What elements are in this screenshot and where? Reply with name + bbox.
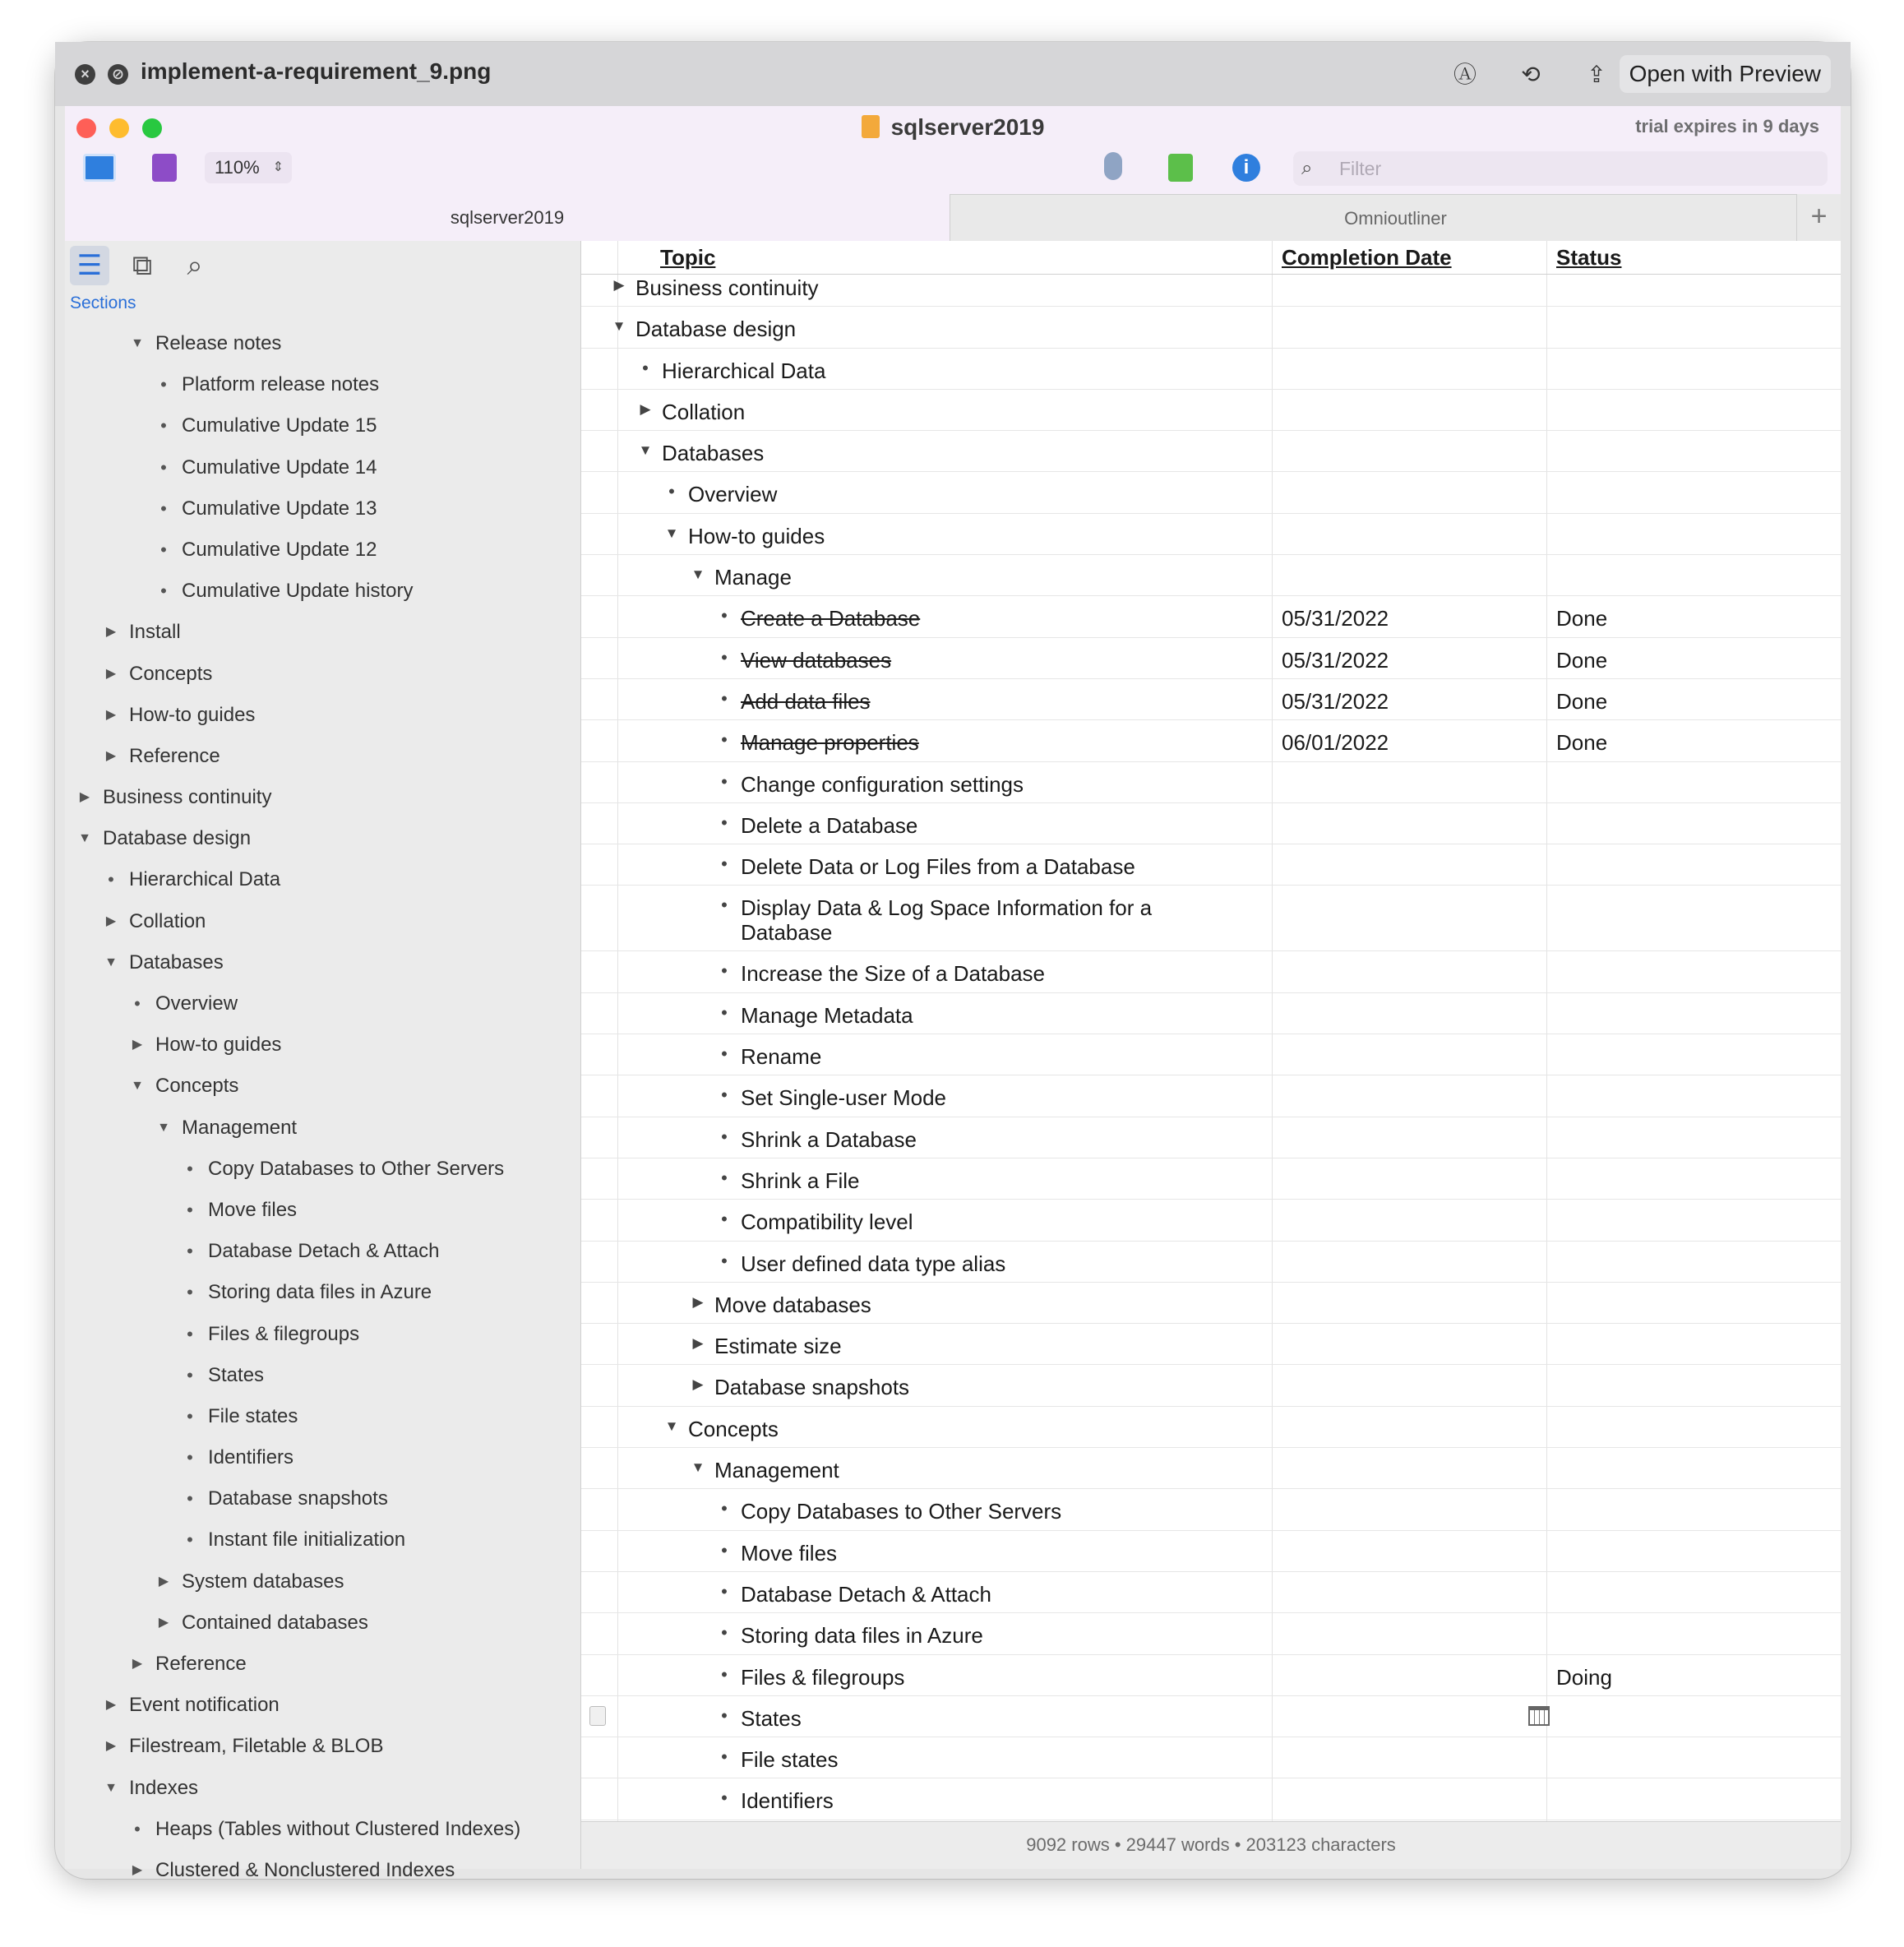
outline-row[interactable] (581, 844, 1841, 886)
topic-cell[interactable]: States (741, 1705, 802, 1731)
topic-cell[interactable]: Delete Data or Log Files from a Database (741, 854, 1135, 880)
disclosure-collapsed-icon[interactable]: ▶ (132, 1657, 143, 1671)
filter-search-field[interactable] (1293, 151, 1828, 186)
topic-cell[interactable]: Rename (741, 1044, 822, 1070)
topic-cell[interactable]: Hierarchical Data (662, 358, 826, 383)
disclosure-collapsed-icon[interactable]: ▶ (105, 625, 117, 640)
bullet-icon: • (160, 539, 167, 560)
header-divider (581, 274, 1841, 275)
bullet-icon: • (642, 357, 649, 378)
disclosure-expanded-icon[interactable]: ▼ (131, 1079, 144, 1094)
sidebar-item-label: Business continuity (103, 786, 272, 809)
zoom-popup[interactable] (205, 152, 292, 183)
sidebar-item[interactable] (65, 1478, 580, 1519)
bullet-icon: • (721, 1001, 728, 1023)
sidebar-item-label: Management (182, 1116, 298, 1139)
tab-omnioutliner[interactable] (950, 194, 1841, 241)
sidebar-item[interactable] (65, 1272, 580, 1313)
topic-cell[interactable]: Copy Databases to Other Servers (741, 1499, 1062, 1524)
sidebar-item[interactable] (65, 405, 580, 446)
completion-date-cell[interactable]: 05/31/2022 (1282, 647, 1389, 673)
topic-cell[interactable]: Business continuity (635, 275, 819, 300)
disclosure-collapsed-icon[interactable]: ▶ (105, 1698, 117, 1713)
topic-cell[interactable]: Delete a Database (741, 812, 918, 838)
sidebar-item[interactable] (65, 901, 580, 942)
status-cell[interactable]: Done (1556, 647, 1608, 673)
sidebar-item-label: Contained databases (182, 1611, 368, 1634)
sidebar-item-label: Filestream, Filetable & BLOB (129, 1735, 384, 1758)
sidebar-item[interactable] (65, 1561, 580, 1602)
row-handle[interactable] (589, 1706, 606, 1726)
outline-row[interactable] (581, 1489, 1841, 1530)
sidebar-item[interactable] (65, 983, 580, 1024)
chevron-updown-icon: ⇕ (272, 160, 284, 174)
document-icon (862, 115, 880, 138)
sidebar-item[interactable] (65, 859, 580, 900)
outline-row[interactable] (581, 1448, 1841, 1489)
sidebar-item[interactable] (65, 1396, 580, 1437)
topic-cell[interactable]: Manage properties (741, 730, 919, 756)
bullet-icon: • (721, 646, 728, 668)
sidebar-item[interactable] (65, 364, 580, 405)
filter-placeholder: Filter (1339, 158, 1382, 179)
sidebar-item[interactable] (65, 1355, 580, 1396)
sidebar-item-label: States (208, 1363, 265, 1386)
sidebar-item[interactable] (65, 695, 580, 736)
sidebar-item-label: Move files (208, 1198, 298, 1221)
outline-row[interactable] (581, 514, 1841, 555)
topic-cell[interactable]: Move databases (714, 1292, 871, 1317)
open-with-preview-button[interactable]: Open with Preview (1620, 55, 1831, 93)
sidebar-item[interactable] (65, 818, 580, 859)
bullet-icon: • (187, 1282, 193, 1303)
document-tabs (65, 194, 1841, 241)
sidebar-item[interactable] (65, 1519, 580, 1561)
outline-row[interactable] (581, 1324, 1841, 1365)
disclosure-collapsed-icon[interactable]: ▶ (105, 748, 117, 763)
sidebar-item-label: System databases (182, 1570, 344, 1593)
sidebar-item-label: Indexes (129, 1776, 199, 1799)
sidebar-item-label: Cumulative Update history (182, 580, 414, 603)
sidebar-item[interactable] (65, 488, 580, 530)
sidebar-item-label: Storing data files in Azure (208, 1281, 432, 1304)
outline-row[interactable] (581, 1158, 1841, 1200)
sidebar-item-label: Release notes (155, 332, 282, 354)
new-tab-button[interactable]: + (1796, 194, 1841, 241)
topic-cell[interactable]: Estimate size (714, 1334, 842, 1359)
column-header-topic[interactable]: Topic (660, 245, 716, 270)
bullet-icon: • (721, 960, 728, 982)
outline-row[interactable] (581, 596, 1841, 637)
sidebar-item[interactable] (65, 1644, 580, 1685)
sidebar-item-label: Reference (129, 744, 220, 767)
disclosure-collapsed-icon[interactable]: ▶ (105, 913, 117, 928)
disclosure-expanded-icon[interactable]: ▼ (131, 336, 144, 350)
sidebar-item[interactable] (65, 1726, 580, 1767)
share-icon[interactable]: ⇪ (1587, 62, 1606, 87)
completion-date-cell[interactable]: 05/31/2022 (1282, 688, 1389, 714)
outline-row[interactable] (581, 1655, 1841, 1696)
disclosure-collapsed-icon[interactable]: ▶ (692, 1335, 704, 1352)
topic-cell[interactable]: Move files (741, 1540, 838, 1565)
disclosure-expanded-icon[interactable]: ▼ (78, 831, 91, 846)
bullet-icon: • (187, 1447, 193, 1468)
sidebar-item-label: Concepts (129, 662, 213, 685)
microphone-icon[interactable] (1104, 152, 1122, 180)
outline-row[interactable] (581, 1572, 1841, 1613)
disclosure-collapsed-icon[interactable]: ▶ (79, 790, 90, 805)
topic-cell[interactable]: Manage (714, 565, 792, 590)
sidebar-item-label: Database snapshots (208, 1487, 388, 1510)
sections-icon[interactable]: ☰ (70, 246, 109, 285)
topic-cell[interactable]: Manage Metadata (741, 1002, 913, 1028)
styles-icon[interactable]: ⧉ (132, 250, 153, 281)
sidebar-item[interactable] (65, 1190, 580, 1231)
outline-view (581, 241, 1841, 1821)
topic-cell[interactable]: Change configuration settings (741, 771, 1024, 797)
rotate-icon[interactable]: ⟲ (1521, 62, 1541, 87)
quicklook-filename: implement-a-requirement_9.png (141, 58, 492, 84)
outline-row[interactable] (581, 266, 1841, 307)
outline-row[interactable] (581, 1778, 1841, 1820)
outline-row[interactable] (581, 1283, 1841, 1324)
sidebar-item-label: Platform release notes (182, 373, 380, 396)
bullet-icon: • (668, 481, 675, 502)
completion-date-cell[interactable]: 06/01/2022 (1282, 730, 1389, 756)
sidebar-item-label: Database Detach & Attach (208, 1240, 440, 1263)
outline-row[interactable] (581, 1117, 1841, 1158)
info-icon[interactable]: i (1232, 154, 1260, 182)
sidebar-item[interactable] (65, 571, 580, 612)
topic-cell[interactable]: Shrink a File (741, 1168, 860, 1193)
topic-cell[interactable]: Database snapshots (714, 1375, 910, 1400)
bullet-icon: • (187, 1323, 193, 1344)
bullet-icon: • (721, 1622, 728, 1644)
sidebar-item[interactable] (65, 1231, 580, 1272)
sidebar-item[interactable] (65, 1685, 580, 1726)
sidebar-item-label: Heaps (Tables without Clustered Indexes) (155, 1817, 521, 1840)
topic-cell[interactable]: Display Data & Log Space Information for a Database (741, 895, 1153, 946)
calendar-icon[interactable] (1528, 1706, 1550, 1726)
add-row-icon[interactable] (1168, 154, 1193, 182)
bullet-icon: • (160, 580, 167, 602)
outline-row[interactable] (581, 1407, 1841, 1448)
disclosure-collapsed-icon[interactable]: ▶ (692, 1376, 704, 1393)
disclosure-collapsed-icon[interactable]: ▶ (132, 1862, 143, 1877)
tab-omnioutliner-label: Omnioutliner (1344, 208, 1447, 229)
topic-cell[interactable]: Overview (688, 482, 778, 507)
quicklook-titlebar (55, 42, 1851, 106)
status-cell[interactable]: Done (1556, 606, 1608, 631)
sidebar-item[interactable] (65, 1108, 580, 1149)
outline-row[interactable] (581, 886, 1841, 951)
outline-row[interactable] (581, 1613, 1841, 1654)
sidebar-item-label: Files & filegroups (208, 1322, 360, 1345)
outline-row[interactable] (581, 390, 1841, 431)
disclosure-collapsed-icon[interactable]: ▶ (640, 400, 651, 417)
topic-cell[interactable]: Database design (635, 317, 797, 342)
disclosure-expanded-icon[interactable]: ▼ (104, 1780, 118, 1795)
sidebar-item-label: Event notification (129, 1694, 280, 1717)
status-cell[interactable]: Doing (1556, 1664, 1612, 1690)
sidebar-item[interactable] (65, 942, 580, 983)
outline-row[interactable] (581, 762, 1841, 803)
outline-row[interactable] (581, 993, 1841, 1034)
bullet-icon: • (721, 1209, 728, 1230)
sidebar-item[interactable] (65, 1602, 580, 1644)
topic-cell[interactable]: Shrink a Database (741, 1126, 917, 1152)
bullet-icon: • (187, 1405, 193, 1427)
sidebar-item[interactable] (65, 736, 580, 777)
outline-row[interactable] (581, 555, 1841, 596)
topic-cell[interactable]: Add data files (741, 688, 871, 714)
bullet-icon: • (108, 869, 114, 890)
outline-row[interactable] (581, 720, 1841, 761)
bullet-icon: • (721, 853, 728, 875)
bullet-icon: • (187, 1529, 193, 1551)
sidebar-item[interactable] (65, 1809, 580, 1850)
disclosure-expanded-icon[interactable]: ▼ (691, 1459, 705, 1476)
outline-row[interactable] (581, 431, 1841, 472)
bullet-icon: • (721, 1746, 728, 1768)
bullet-icon: • (187, 1241, 193, 1262)
outline-row[interactable] (581, 951, 1841, 992)
bullet-icon: • (721, 770, 728, 792)
sidebar-item-label: Install (129, 621, 181, 644)
topic-cell[interactable]: Increase the Size of a Database (741, 961, 1046, 987)
sidebar-item-label: Cumulative Update 13 (182, 497, 377, 520)
outline-row[interactable] (581, 1531, 1841, 1572)
bullet-icon: • (134, 993, 141, 1014)
sidebar-item-label: Concepts (155, 1075, 239, 1098)
topic-cell[interactable]: View databases (741, 647, 892, 673)
status-cell[interactable]: Done (1556, 688, 1608, 714)
bullet-icon: • (721, 895, 728, 916)
outline-row[interactable] (581, 307, 1841, 348)
topic-cell[interactable]: Concepts (688, 1416, 779, 1441)
disclosure-expanded-icon[interactable]: ▼ (691, 567, 705, 583)
bullet-icon: • (160, 374, 167, 395)
disclosure-collapsed-icon[interactable]: ▶ (158, 1615, 169, 1630)
topic-cell[interactable]: Management (714, 1458, 839, 1483)
sidebar-item-label: Clustered & Nonclustered Indexes (155, 1858, 455, 1881)
outline-row[interactable] (581, 638, 1841, 679)
style-icon[interactable] (152, 154, 177, 182)
sidebar-item-label: Instant file initialization (208, 1528, 406, 1552)
disclosure-collapsed-icon[interactable]: ▶ (105, 666, 117, 681)
outline-row[interactable] (581, 472, 1841, 513)
bullet-icon: • (160, 456, 167, 478)
bullet-icon: • (721, 605, 728, 627)
bullet-icon: • (160, 497, 167, 519)
bullet-icon: • (721, 1580, 728, 1602)
status-cell[interactable]: Done (1556, 730, 1608, 756)
window-title (65, 114, 1841, 141)
sections-label: Sections (70, 294, 136, 312)
bullet-icon: • (721, 1250, 728, 1271)
search-sidebar-icon[interactable]: ⌕ (187, 250, 203, 281)
disclosure-collapsed-icon[interactable]: ▶ (692, 1293, 704, 1310)
status-bar: 9092 rows • 29447 words • 203123 characters (581, 1821, 1841, 1869)
sidebar-item[interactable] (65, 1768, 580, 1809)
sidebar (65, 241, 581, 1881)
sidebar-item[interactable] (65, 612, 580, 653)
bullet-icon: • (721, 1167, 728, 1188)
sidebar-item-label: Overview (155, 992, 238, 1015)
column-header-status[interactable]: Status (1556, 245, 1622, 270)
outline-row[interactable] (581, 1075, 1841, 1117)
outline-row[interactable] (581, 1242, 1841, 1283)
sidebar-item-label: Databases (129, 950, 224, 974)
topic-cell[interactable]: Database Detach & Attach (741, 1581, 991, 1607)
sidebar-toolbar (65, 241, 580, 294)
sidebar-item-label: Identifiers (208, 1446, 294, 1469)
topic-cell[interactable]: File states (741, 1747, 839, 1773)
topic-cell[interactable]: Create a Database (741, 606, 921, 631)
disclosure-collapsed-icon[interactable]: ▶ (613, 277, 625, 293)
sidebar-item[interactable] (65, 654, 580, 695)
bullet-icon: • (721, 1043, 728, 1065)
bullet-icon: • (721, 729, 728, 751)
outline-row[interactable] (581, 803, 1841, 844)
sidebar-item[interactable] (65, 1066, 580, 1107)
topic-cell[interactable]: Identifiers (741, 1788, 834, 1814)
bullet-icon: • (721, 812, 728, 833)
bullet-icon: • (187, 1488, 193, 1510)
disclosure-expanded-icon[interactable]: ▼ (104, 955, 118, 969)
trial-notice[interactable]: trial expires in 9 days (1635, 116, 1819, 136)
bullet-icon: • (721, 1126, 728, 1147)
bullet-icon: • (721, 1084, 728, 1106)
sidebar-item-label: Cumulative Update 12 (182, 538, 377, 561)
fullscreen-icon[interactable]: ⊘ (108, 64, 128, 85)
sidebar-item[interactable] (65, 530, 580, 571)
sidebar-item-label: Cumulative Update 14 (182, 456, 377, 479)
topic-cell[interactable]: Files & filegroups (741, 1664, 905, 1690)
app-titlebar (65, 106, 1841, 194)
sidebar-item-label: Database design (103, 827, 252, 850)
bullet-icon: • (721, 687, 728, 709)
sidebar-item[interactable] (65, 447, 580, 488)
bullet-icon: • (721, 1704, 728, 1726)
bullet-icon: • (187, 1199, 193, 1220)
disclosure-collapsed-icon[interactable]: ▶ (105, 1739, 117, 1754)
bullet-icon: • (134, 1818, 141, 1839)
bullet-icon: • (721, 1539, 728, 1561)
column-header-completion-date[interactable]: Completion Date (1282, 245, 1452, 270)
bullet-icon: • (721, 1787, 728, 1809)
topic-cell[interactable]: Compatibility level (741, 1209, 913, 1235)
disclosure-expanded-icon[interactable]: ▼ (664, 525, 679, 541)
close-icon[interactable]: × (75, 64, 95, 85)
sidebar-item-label: Collation (129, 909, 206, 932)
disclosure-expanded-icon[interactable]: ▼ (664, 1417, 679, 1434)
sidebar-item[interactable] (65, 1314, 580, 1355)
disclosure-expanded-icon[interactable]: ▼ (612, 318, 626, 335)
outline-row[interactable] (581, 1696, 1841, 1737)
topic-cell[interactable]: How-to guides (688, 523, 825, 548)
bullet-icon: • (721, 1498, 728, 1519)
window-title-text: sqlserver2019 (890, 114, 1045, 140)
outline-row[interactable] (581, 349, 1841, 390)
sidebar-item[interactable] (65, 323, 580, 364)
topic-cell[interactable]: Set Single-user Mode (741, 1085, 947, 1111)
sidebar-item-label: Hierarchical Data (129, 868, 281, 891)
outline-row[interactable] (581, 1365, 1841, 1406)
sidebar-outline (65, 323, 580, 1891)
disclosure-expanded-icon[interactable]: ▼ (638, 442, 653, 459)
sidebar-item-label: Copy Databases to Other Servers (208, 1157, 505, 1180)
tab-sqlserver2019[interactable]: sqlserver2019 (65, 194, 950, 241)
disclosure-collapsed-icon[interactable]: ▶ (105, 707, 117, 722)
sidebar-item[interactable] (65, 1437, 580, 1478)
sidebar-item-label: File states (208, 1404, 298, 1427)
sidebar-item-label: How-to guides (155, 1034, 282, 1057)
disclosure-collapsed-icon[interactable]: ▶ (132, 1038, 143, 1052)
sidebar-item[interactable] (65, 777, 580, 818)
app-window (65, 106, 1841, 1881)
sidebar-item-label: Reference (155, 1653, 247, 1675)
bullet-icon: • (187, 1364, 193, 1385)
topic-cell[interactable]: Storing data files in Azure (741, 1623, 983, 1649)
outline-row[interactable] (581, 1034, 1841, 1075)
sidebar-item[interactable] (65, 1149, 580, 1190)
outline-row[interactable] (581, 1737, 1841, 1778)
outline-rows (581, 266, 1841, 1861)
bullet-icon: • (721, 1663, 728, 1685)
sidebar-item-label: Cumulative Update 15 (182, 414, 377, 437)
completion-date-cell[interactable]: 05/31/2022 (1282, 606, 1389, 631)
topic-cell[interactable]: User defined data type alias (741, 1251, 1006, 1276)
markup-icon[interactable]: Ⓐ (1453, 62, 1477, 87)
quicklook-window (55, 42, 1851, 1879)
bullet-icon: • (187, 1158, 193, 1179)
outline-row[interactable] (581, 1200, 1841, 1241)
disclosure-collapsed-icon[interactable]: ▶ (158, 1574, 169, 1589)
disclosure-expanded-icon[interactable]: ▼ (157, 1120, 170, 1135)
topic-cell[interactable]: Databases (662, 441, 765, 466)
sidebar-item[interactable] (65, 1024, 580, 1066)
search-icon: ⌕ (1301, 157, 1313, 179)
sidebar-toggle-icon[interactable] (83, 154, 116, 182)
zoom-value: 110% (215, 157, 260, 178)
topic-cell[interactable]: Collation (662, 399, 746, 424)
sidebar-item-label: How-to guides (129, 703, 256, 726)
bullet-icon: • (160, 415, 167, 437)
sidebar-item[interactable] (65, 1850, 580, 1891)
outline-row[interactable] (581, 679, 1841, 720)
